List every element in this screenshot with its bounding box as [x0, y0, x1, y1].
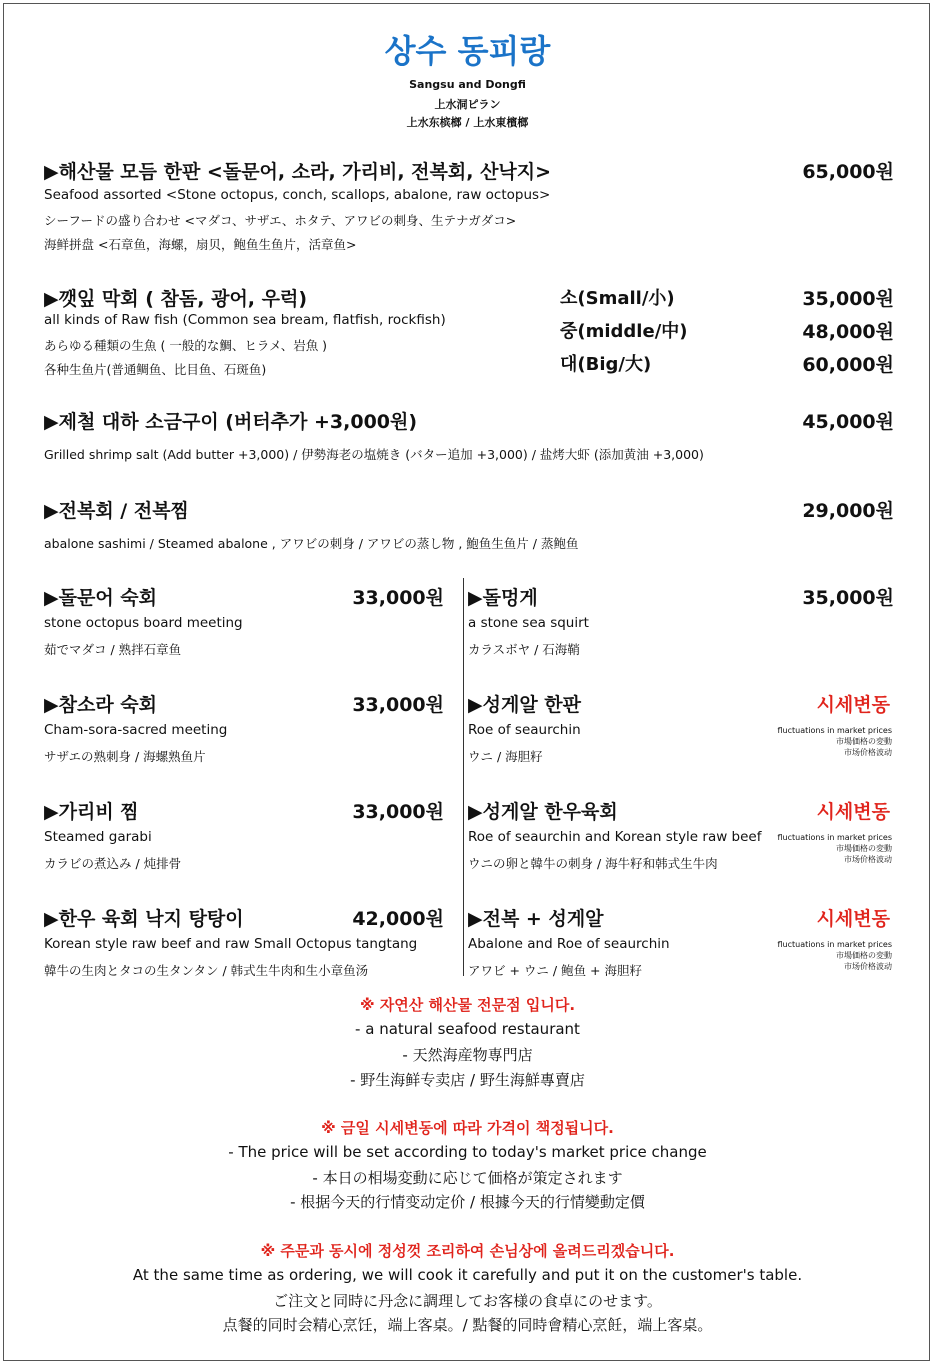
item-price: 45,000원: [802, 411, 894, 433]
restaurant-title: 상수 동피랑: [384, 32, 551, 70]
item-desc-en: a stone sea squirt: [468, 615, 589, 631]
note-line: - The price will be set according to today's market price change: [228, 1143, 707, 1161]
size-big-price: 60,000원: [802, 354, 894, 376]
item-desc-jp: ウニの卵と韓牛の刺身 / 海牛籽和韩式生牛肉: [468, 856, 718, 871]
item-name: ▶돌문어 숙회: [44, 587, 157, 609]
item-desc-jp: カラスボヤ / 石海鞘: [468, 642, 580, 657]
item-name: ▶깻잎 막회 ( 참돔, 광어, 우럭): [44, 288, 308, 310]
item-desc-en: Korean style raw beef and raw Small Octopus tangtang: [44, 936, 418, 952]
item-desc-jp: サザエの熟刺身 / 海螺熟鱼片: [44, 749, 206, 764]
item-price: 33,000원: [352, 801, 444, 823]
note-heading: ※ 금일 시세변동에 따라 가격이 책정됩니다.: [321, 1119, 614, 1137]
item-name: ▶성게알 한우육회: [468, 801, 618, 823]
item-desc-cn: 各种生鱼片(普通鲷鱼、比目鱼、石斑鱼): [44, 362, 267, 377]
item-desc-jp: カラビの煮込み / 炖排骨: [44, 856, 182, 871]
note-line: 点餐的同时会精心烹饪，端上客桌。/ 點餐的同時會精心烹飪，端上客桌。: [222, 1316, 713, 1334]
fluctuation-note: fluctuations in market prices 市場価格の変動 市场价格波动: [777, 726, 892, 757]
item-price: 33,000원: [352, 587, 444, 609]
item-desc-jp: 韓牛の生肉とタコの生タンタン / 韩式生牛肉和生小章鱼汤: [44, 963, 369, 978]
item-price: 29,000원: [802, 500, 894, 522]
item-desc-jp: アワビ + ウニ / 鲍鱼 + 海胆籽: [468, 963, 642, 978]
size-small-label: 소(Small/小): [560, 288, 675, 309]
item-desc-jp: ウニ / 海胆籽: [468, 749, 543, 764]
item-name: ▶전복회 / 전복찜: [44, 500, 189, 522]
item-name: ▶참소라 숙회: [44, 694, 157, 716]
item-name: ▶해산물 모듬 한판 <돌문어, 소라, 가리비, 전복회, 산낙지>: [44, 161, 552, 183]
item-desc-jp: シーフードの盛り合わせ <マダコ、サザエ、ホタテ、アワビの刺身、生テナガダコ>: [44, 213, 517, 228]
note-line: - a natural seafood restaurant: [355, 1020, 580, 1038]
item-desc-en: Cham-sora-sacred meeting: [44, 722, 228, 738]
note-line: - 根据今天的行情变动定价 / 根據今天的行情變動定價: [290, 1193, 645, 1211]
item-price: 65,000원: [802, 161, 894, 183]
item-desc: abalone sashimi / Steamed abalone , アワビの刺身 / アワビの蒸し物 , 鮑鱼生鱼片 / 蒸鲍鱼: [44, 536, 579, 551]
item-price: 42,000원: [352, 908, 444, 930]
note-line: - 天然海産物専門店: [402, 1046, 533, 1064]
item-price: 33,000원: [352, 694, 444, 716]
restaurant-name-cn: 上水东槟榔 / 上水東檳榔: [406, 116, 529, 129]
item-desc: Grilled shrimp salt (Add butter +3,000) / 伊勢海老の塩焼き (バター追加 +3,000) / 盐烤大虾 (添加黄油 +3,000): [44, 447, 704, 462]
item-desc-jp: 茹でマダコ / 熟拌石章鱼: [44, 642, 182, 657]
item-desc-cn: 海鲜拼盘 <石章鱼，海螺，扇贝，鲍鱼生鱼片，活章鱼>: [44, 237, 357, 252]
size-big-label: 대(Big/大): [560, 354, 652, 375]
size-middle-label: 중(middle/中): [560, 321, 688, 342]
market-price-label: 시세변동: [816, 694, 890, 716]
item-name: ▶가리비 찜: [44, 801, 139, 823]
note-heading: ※ 주문과 동시에 정성껏 조리하여 손님상에 올려드리겠습니다.: [260, 1242, 675, 1260]
size-middle-price: 48,000원: [802, 321, 894, 343]
item-price: 35,000원: [802, 587, 894, 609]
item-name: ▶성게알 한판: [468, 694, 581, 716]
note-heading: ※ 자연산 해산물 전문점 입니다.: [359, 996, 576, 1014]
item-desc-en: Seafood assorted <Stone octopus, conch, scallops, abalone, raw octopus>: [44, 187, 551, 203]
note-line: - 野生海鲜专卖店 / 野生海鮮專賣店: [350, 1071, 585, 1089]
item-desc-en: stone octopus board meeting: [44, 615, 243, 631]
fluctuation-note: fluctuations in market prices 市場価格の変動 市场价格波动: [777, 833, 892, 864]
item-desc-en: Roe of seaurchin: [468, 722, 581, 738]
note-line: ご注文と同時に丹念に調理してお客様の食卓にのせます。: [273, 1292, 662, 1310]
fluctuation-note: fluctuations in market prices 市場価格の変動 市场价格波动: [777, 940, 892, 971]
item-desc-en: Roe of seaurchin and Korean style raw beef: [468, 829, 762, 845]
item-name: ▶한우 육회 낙지 탕탕이: [44, 908, 244, 930]
item-name: ▶제철 대하 소금구이 (버터추가 +3,000원): [44, 411, 418, 433]
market-price-label: 시세변동: [816, 908, 890, 930]
item-desc-en: all kinds of Raw fish (Common sea bream, flatfish, rockfish): [44, 312, 446, 328]
size-small-price: 35,000원: [802, 288, 894, 310]
column-divider: [463, 578, 464, 976]
market-price-label: 시세변동: [816, 801, 890, 823]
restaurant-name-en: Sangsu and Dongfi: [409, 78, 526, 91]
item-desc-en: Steamed garabi: [44, 829, 152, 845]
note-line: At the same time as ordering, we will cook it carefully and put it on the customer's table.: [132, 1266, 803, 1284]
item-name: ▶돌멍게: [468, 587, 538, 609]
restaurant-name-jp: 上水洞ピラン: [434, 98, 501, 111]
item-desc-en: Abalone and Roe of seaurchin: [468, 936, 670, 952]
item-name: ▶전복 + 성게알: [468, 908, 604, 930]
note-line: - 本日の相場変動に応じて価格が策定されます: [312, 1169, 623, 1187]
item-desc-jp: あらゆる種類の生魚 ( 一般的な鯛、ヒラメ、岩魚 ): [44, 338, 328, 353]
